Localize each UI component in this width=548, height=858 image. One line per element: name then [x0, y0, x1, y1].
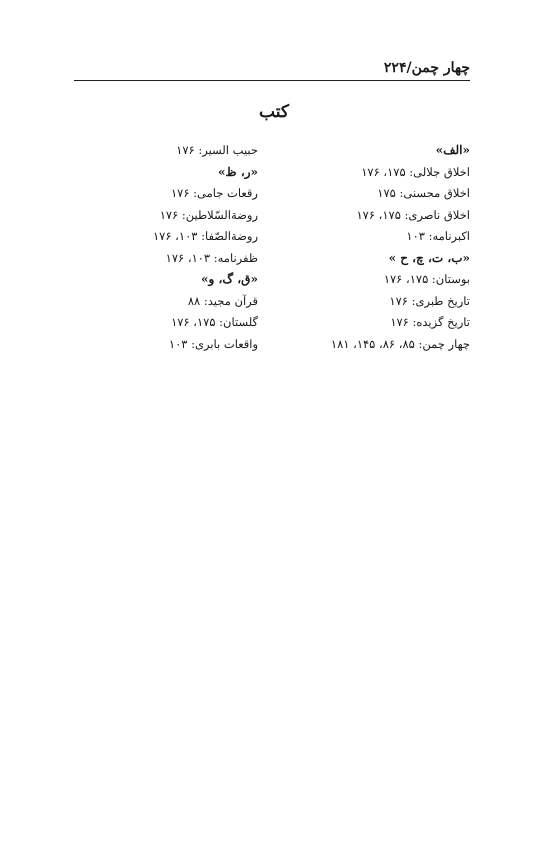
index-entry: بوستان: ۱۷۵، ۱۷۶: [383, 272, 470, 286]
index-entry: اخلاق جلالی: ۱۷۵، ۱۷۶: [361, 164, 470, 179]
index-group-heading: «ر، ظ»: [218, 164, 258, 179]
index-entry: ظفرنامه: ۱۰۳، ۱۷۶: [165, 250, 258, 265]
index-entry: اکبرنامه: ۱۰۳: [406, 229, 470, 243]
index-entry: قرآن مجید: ۸۸: [187, 293, 258, 308]
index-entry: واقعات بابری: ۱۰۳: [168, 336, 258, 351]
index-group-heading: «الف»: [435, 143, 470, 157]
index-group-heading: «ب، ت، چ، ح »: [388, 250, 470, 265]
index-entry: روضة‌الصّفا: ۱۰۳، ۱۷۶: [153, 229, 258, 243]
index-entry: رقعات جامی: ۱۷۶: [170, 186, 258, 200]
index-entry: تاریخ گزیده: ۱۷۶: [390, 315, 470, 329]
index-column-left: [108, 140, 258, 355]
header-rule: [74, 80, 470, 81]
index-entry: گلستان: ۱۷۵، ۱۷۶: [171, 315, 258, 329]
index-entry: اخلاق ناصری: ۱۷۵، ۱۷۶: [356, 207, 470, 222]
index-column-right: [320, 140, 470, 355]
index-group-heading: «ق، گ، و»: [201, 272, 258, 286]
index-entry: تاریخ طبری: ۱۷۶: [389, 293, 470, 308]
index-entry: اخلاق محسنی: ۱۷۵: [377, 186, 470, 200]
running-head: چهار چمن/۲۲۴: [383, 60, 470, 76]
index-entry: چهار چمن: ۸۵، ۸۶، ۱۴۵، ۱۸۱: [330, 336, 470, 351]
section-title: کتب: [259, 102, 289, 122]
index-entry: حبیب السیر: ۱۷۶: [176, 143, 258, 157]
index-entry: روضة‌السّلاطین: ۱۷۶: [159, 207, 258, 222]
